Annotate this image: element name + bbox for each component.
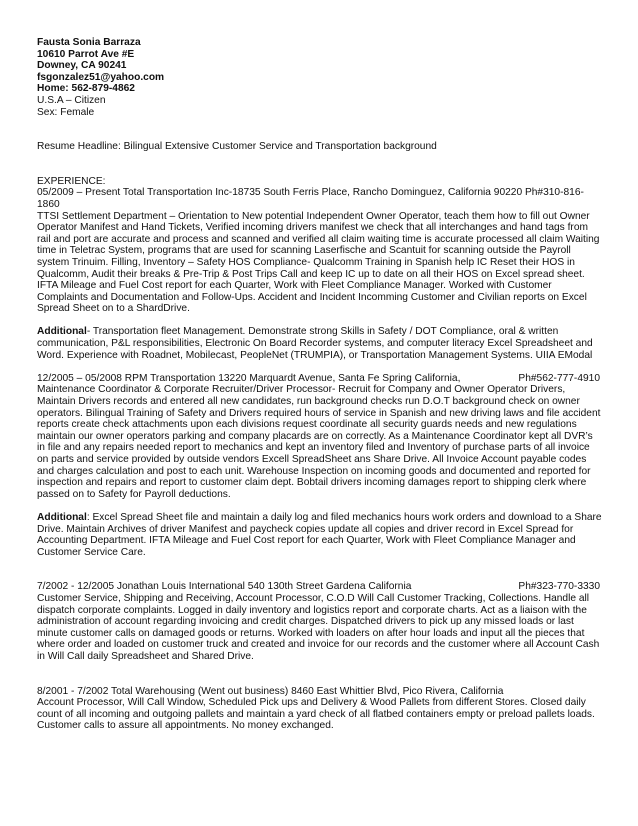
job4-description: Account Processor, Will Call Window, Scheduled Pick ups and Delivery & Wood Pallets from different Stores. Closed daily count of all incoming and outgoing pallets and maintain a yard check of all flatbed containers empty or preload pallets loads. Customer calls to assure all appointments. No money exchanged. [37, 697, 595, 732]
experience-heading: EXPERIENCE: [37, 175, 106, 187]
additional-skills-1 [37, 326, 603, 361]
contact-citizenship: U.S.A – Citizen [37, 94, 106, 106]
job2-description: Maintenance Coordinator & Corporate Recruiter/Driver Processor- Recruit for Company and Owner Operator Drivers, Maintain Drivers records and entered all new candidates, run background checks run D.O.T background check on owner operators. Bilingual Training of Safety and Drivers required hours of service in Spanish and new driving laws and file accident reports create check attachments upon each divisions request coordinate all security guards needs and new regulations maintain our owner operators parking and company placards are on correctly. As a Maintenance Coordinator kept all DVR’s in file and any repairs needed report to mechanics and kept an inventory filed and Inventory of purchase parts of all invoice on parts and service provided by outside vendors Excell SpreadSheet ans Share Drive. All Invoice Account payable codes and charges calculation and post to each unit. Warehouse Inspection on incoming goods and documented and reported for inspection and repairs and report to customer claim dept. Bobtail drivers incoming damages report to shipping clerk where passed on to Safety for Payroll deductions. [37, 384, 601, 500]
contact-block [37, 37, 603, 118]
job2-phone: Ph#562-777-4910 [518, 372, 600, 384]
job3-description: Customer Service, Shipping and Receiving, Account Processor, C.O.D Will Call Customer Tracking, Collections. Handle all dispatch corporate complaints. Logged in daily inventory and logistics report and corporate charts. Act as a liaison with the administration of account regarding invoicing and credit charges. Dispatched drivers to pick up any missed loads or last minute customer calls on damaged goods or returns. Worked with loaders on after hour loads and input all the pieces that where order and loaded on customer truck and created and invoice for our records and the customer where all Account Cash in Will Call daily Spreadsheet and Shared Drive. [37, 592, 600, 662]
additional-text: : Excel Spread Sheet file and maintain a daily log and filed mechanics hours work orders and download to a Share Drive. Maintain Archives of driver Manifest and paycheck copies update all copies and driver record in Excel Spread for Accounting Department. IFTA Mileage and Fuel Cost report for each Quarter, Work with Fleet Compliance Manager and Customer Service Care. [37, 511, 602, 558]
additional-label: Additional [37, 511, 87, 523]
job1-header: 05/2009 – Present Total Transportation Inc-18735 South Ferris Place, Rancho Dominguez, California 90220 Ph#310-816-1860 [37, 187, 584, 210]
additional-text: - Transportation fleet Management. Demonstrate strong Skills in Safety / DOT Compliance, oral & written communication, P&L responsibilities, Electronic On Board Recorder systems, and computer literacy Excel Spreadsheet and Word. Experience with Roadnet, Mobilecast, PeopleNet (TRUMPIA), or Transportation Management Systems. UIIA EModal [37, 326, 593, 361]
job3-header [37, 581, 603, 593]
job2-header [37, 373, 603, 385]
contact-sex: Sex: Female [37, 106, 95, 118]
contact-email: fsgonzalez51@yahoo.com [37, 71, 165, 83]
job3-title: 7/2002 - 12/2005 Jonathan Louis International 540 130th Street Gardena California [37, 581, 412, 593]
contact-phone: Home: 562-879-4862 [37, 83, 135, 95]
additional-skills-2 [37, 512, 603, 558]
resume-headline: Resume Headline: Bilingual Extensive Customer Service and Transportation background [37, 141, 437, 153]
job2-title: 12/2005 – 05/2008 RPM Transportation 13220 Marquardt Avenue, Santa Fe Spring California, [37, 372, 461, 384]
job1-description: TTSI Settlement Department – Orientation to New potential Independent Owner Operator, teach them how to fill out Owner Operator Manifest and Hand Tickets, Verified incoming drivers manifest we check that all interchanges and hand tags from rail and port are accurate and process and scanned and verified all claim waiting time is accurate processed all claim Waiting time in Teletrac System, programs that are used for scanning Laserfische and Scantuit for scanning outside the Payroll system Trinuim. Filling, Inventory – Safety HOS Compliance- Qualcomm Training in Spanish help IC Reset their HOS in Qualcomm, Audit their breaks & Pre-Trip & Post Trips Call and keep IC up to date on all their HOS on Excel spread sheet. IFTA Mileage and Fuel Cost report for each Quarter, Work with Fleet Compliance Manager. Worked with Customer Complaints and Documentation and Follow-Ups. Accident and Incident Incomming Customer and Civilian reports on Excel Spread Sheet on to a ShardDrive. [37, 210, 600, 315]
contact-address: 10610 Parrot Ave #E [37, 48, 135, 60]
job4-header: 8/2001 - 7/2002 Total Warehousing (Went out business) 8460 East Whittier Blvd, Pico Rivera, California [37, 685, 504, 697]
job3-phone: Ph#323-770-3330 [518, 581, 600, 593]
additional-label: Additional [37, 326, 87, 338]
contact-name: Fausta Sonia Barraza [37, 37, 141, 48]
contact-city: Downey, CA 90241 [37, 60, 127, 72]
resume-page [37, 37, 603, 732]
